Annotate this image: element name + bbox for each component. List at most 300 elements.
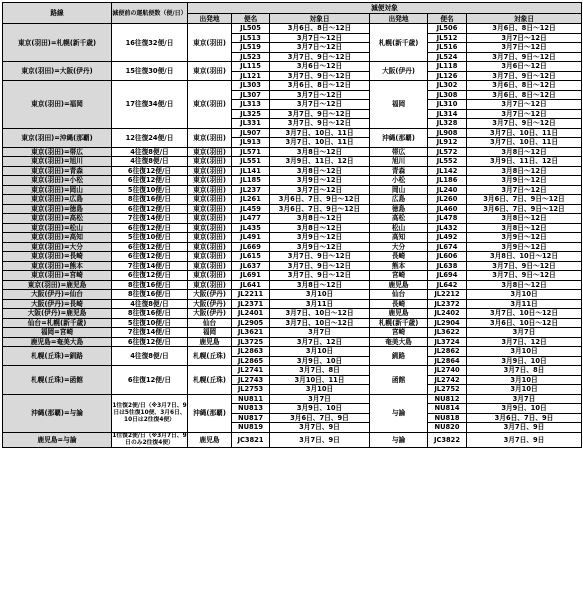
route-cell: 東京(羽田)=熊本 <box>3 261 112 271</box>
return-flight-number: JL126 <box>428 71 467 81</box>
target-dates: 3月10日 <box>270 385 370 395</box>
target-dates: 3月7日 <box>270 394 370 404</box>
origin-cell: 東京(羽田) <box>188 147 232 157</box>
flight-reduction-table <box>2 2 582 448</box>
return-flight-number: JL2740 <box>428 366 467 376</box>
return-origin-cell: 旭川 <box>370 157 428 167</box>
origin-cell: 東京(羽田) <box>188 280 232 290</box>
return-flight-number: NU820 <box>428 423 467 433</box>
table-row <box>3 337 582 347</box>
target-dates: 3月7日～12日 <box>270 185 370 195</box>
route-cell: 東京(羽田)=帯広 <box>3 147 112 157</box>
target-dates: 3月7日、9日～12日 <box>270 252 370 262</box>
route-cell: 東京(羽田)=徳島 <box>3 204 112 214</box>
flight-number: JL2753 <box>232 385 270 395</box>
freq-cell: 7往復14便/日 <box>112 328 188 338</box>
return-origin-cell: 仙台 <box>370 290 428 300</box>
flight-number: JL313 <box>232 100 270 110</box>
freq-cell: 4往復8便/日 <box>112 157 188 167</box>
table-row <box>3 290 582 300</box>
return-origin-cell: 高松 <box>370 214 428 224</box>
flight-number: JL2211 <box>232 290 270 300</box>
target-dates: 3月7日、10日～12日 <box>270 309 370 319</box>
flight-number: JL2863 <box>232 347 270 357</box>
return-flight-number: JL3622 <box>428 328 467 338</box>
flight-number: JL3621 <box>232 328 270 338</box>
route-cell: 鹿児島=奄美大島 <box>3 337 112 347</box>
header-dates-ret: 対象日 <box>467 14 582 24</box>
table-row <box>3 176 582 186</box>
origin-cell: 東京(羽田) <box>188 195 232 205</box>
freq-cell: 8往復16便/日 <box>112 290 188 300</box>
return-flight-number: JL908 <box>428 128 467 138</box>
target-dates: 3月9日、10日 <box>270 356 370 366</box>
freq-cell: 4往復8便/日 <box>112 299 188 309</box>
return-target-dates: 3月8日、10日～12日 <box>467 252 582 262</box>
origin-cell: 大阪(伊丹) <box>188 309 232 319</box>
return-flight-number: JL552 <box>428 157 467 167</box>
flight-number: JL121 <box>232 71 270 81</box>
route-cell: 大阪(伊丹)=長崎 <box>3 299 112 309</box>
freq-cell: 6往復12便/日 <box>112 366 188 395</box>
route-cell: 鹿児島=与論 <box>3 432 112 447</box>
return-flight-number: JL2752 <box>428 385 467 395</box>
return-target-dates: 3月7日、9日～12日 <box>467 119 582 129</box>
return-origin-cell: 長崎 <box>370 299 428 309</box>
table-row <box>3 62 582 72</box>
flight-number: JL637 <box>232 261 270 271</box>
route-cell: 東京(羽田)=高松 <box>3 214 112 224</box>
table-row <box>3 328 582 338</box>
route-cell: 東京(羽田)=宮崎 <box>3 271 112 281</box>
flight-number: JL551 <box>232 157 270 167</box>
return-flight-number: JL142 <box>428 166 467 176</box>
return-target-dates: 3月6日～12日 <box>467 62 582 72</box>
return-flight-number: JL512 <box>428 33 467 43</box>
origin-cell: 札幌(丘珠) <box>188 366 232 395</box>
return-flight-number: JL308 <box>428 90 467 100</box>
table-row <box>3 242 582 252</box>
freq-cell: 8往復16便/日 <box>112 309 188 319</box>
origin-cell: 東京(羽田) <box>188 271 232 281</box>
route-cell: 東京(羽田)=鹿児島 <box>3 280 112 290</box>
flight-number: NU819 <box>232 423 270 433</box>
flight-number: JL459 <box>232 204 270 214</box>
freq-cell: 6往復12便/日 <box>112 166 188 176</box>
freq-cell: 8往復16便/日 <box>112 280 188 290</box>
return-flight-number: JL492 <box>428 233 467 243</box>
target-dates: 3月9日～12日 <box>270 233 370 243</box>
return-target-dates: 3月9日～12日 <box>467 242 582 252</box>
return-flight-number: JL240 <box>428 185 467 195</box>
freq-cell: 5往復10便/日 <box>112 233 188 243</box>
return-target-dates: 3月6日、7日、9日 <box>467 413 582 423</box>
origin-cell: 東京(羽田) <box>188 214 232 224</box>
flight-number: JL641 <box>232 280 270 290</box>
freq-cell: 1往復2便/日（※3月7日、9日のみ2往復4便） <box>112 432 187 446</box>
return-origin-cell: 大阪(伊丹) <box>370 62 428 81</box>
freq-cell: 6往復12便/日 <box>112 242 188 252</box>
table-row <box>3 261 582 271</box>
origin-cell: 東京(羽田) <box>188 185 232 195</box>
return-target-dates: 3月7日、9日～12日 <box>467 261 582 271</box>
return-target-dates: 3月7日～12日 <box>467 33 582 43</box>
return-target-dates: 3月9日、10日 <box>467 404 582 414</box>
return-target-dates: 3月7日、10日、11日 <box>467 128 582 138</box>
return-target-dates: 3月6日、8日～12日 <box>467 81 582 91</box>
return-flight-number: JL2864 <box>428 356 467 366</box>
target-dates: 3月6日、8日～12日 <box>270 81 370 91</box>
flight-number: JL3725 <box>232 337 270 347</box>
freq-cell: 1往復2便/日（※3月7日、9日は5往復10便、3月6日、10日は2往復4便） <box>112 394 188 432</box>
return-target-dates: 3月8日～12日 <box>467 214 582 224</box>
target-dates: 3月7日、10日、11日 <box>270 128 370 138</box>
return-target-dates: 3月10日 <box>467 385 582 395</box>
return-target-dates: 3月7日～12日 <box>467 100 582 110</box>
target-dates: 3月8日～12日 <box>270 214 370 224</box>
return-flight-number: JL674 <box>428 242 467 252</box>
flight-number: JL615 <box>232 252 270 262</box>
return-flight-number: JL260 <box>428 195 467 205</box>
origin-cell: 鹿児島 <box>188 337 232 347</box>
target-dates: 3月6日、7日、9日～12日 <box>270 195 370 205</box>
target-dates: 3月7日～12日 <box>270 100 370 110</box>
return-target-dates: 3月6日、7日、9日～12日 <box>467 195 582 205</box>
table-row <box>3 185 582 195</box>
table-row <box>3 214 582 224</box>
table-row <box>3 271 582 281</box>
header-flight-ret: 便名 <box>428 14 467 24</box>
flight-number: JL519 <box>232 43 270 53</box>
origin-cell: 東京(羽田) <box>188 233 232 243</box>
origin-cell: 東京(羽田) <box>188 128 232 147</box>
flight-number: JL505 <box>232 24 270 34</box>
return-origin-cell: 岡山 <box>370 185 428 195</box>
target-dates: 3月10日、11日 <box>270 375 370 385</box>
table-row <box>3 366 582 376</box>
flight-number: JL523 <box>232 52 270 62</box>
return-origin-cell: 与論 <box>370 432 428 447</box>
return-target-dates: 3月7日、10日～12日 <box>467 309 582 319</box>
flight-number: JL2905 <box>232 318 270 328</box>
route-cell: 東京(羽田)=広島 <box>3 195 112 205</box>
return-flight-number: JL694 <box>428 271 467 281</box>
return-flight-number: JL310 <box>428 100 467 110</box>
return-origin-cell: 帯広 <box>370 147 428 157</box>
flight-number: JL2865 <box>232 356 270 366</box>
origin-cell: 東京(羽田) <box>188 24 232 62</box>
target-dates: 3月7日、9日～12日 <box>270 261 370 271</box>
origin-cell: 鹿児島 <box>188 432 232 447</box>
return-target-dates: 3月10日 <box>467 375 582 385</box>
table-row <box>3 280 582 290</box>
flight-number: JL2741 <box>232 366 270 376</box>
return-flight-number: JL2212 <box>428 290 467 300</box>
table-row <box>3 299 582 309</box>
target-dates: 3月8日～12日 <box>270 223 370 233</box>
route-cell: 東京(羽田)=福岡 <box>3 81 112 129</box>
route-cell: 東京(羽田)=松山 <box>3 223 112 233</box>
return-target-dates: 3月6日、10日～12日 <box>467 318 582 328</box>
freq-cell: 6往復12便/日 <box>112 176 188 186</box>
table-row <box>3 81 582 91</box>
origin-cell: 東京(羽田) <box>188 176 232 186</box>
return-flight-number: JL2904 <box>428 318 467 328</box>
route-cell: 大阪(伊丹)=仙台 <box>3 290 112 300</box>
freq-cell: 16往復32便/日 <box>112 24 188 62</box>
table-row <box>3 24 582 34</box>
target-dates: 3月6日、8日～12日 <box>270 24 370 34</box>
return-target-dates: 3月8日～12日 <box>467 147 582 157</box>
target-dates: 3月10日 <box>270 347 370 357</box>
target-dates: 3月6日、7日、9日 <box>270 413 370 423</box>
origin-cell: 東京(羽田) <box>188 166 232 176</box>
return-flight-number: NU812 <box>428 394 467 404</box>
target-dates: 3月9日～12日 <box>270 176 370 186</box>
return-origin-cell: 広島 <box>370 195 428 205</box>
origin-cell: 東京(羽田) <box>188 261 232 271</box>
return-origin-cell: 与論 <box>370 394 428 432</box>
flight-number: JL115 <box>232 62 270 72</box>
table-row <box>3 223 582 233</box>
return-flight-number: JL2862 <box>428 347 467 357</box>
return-target-dates: 3月9日～12日 <box>467 176 582 186</box>
origin-cell: 札幌(丘珠) <box>188 347 232 366</box>
return-target-dates: 3月9日、10日 <box>467 356 582 366</box>
return-flight-number: JL524 <box>428 52 467 62</box>
table-row <box>3 204 582 214</box>
return-target-dates: 3月6日、7日、9日～12日 <box>467 204 582 214</box>
return-target-dates: 3月7日、9日～12日 <box>467 71 582 81</box>
return-flight-number: JL912 <box>428 138 467 148</box>
flight-number: JL325 <box>232 109 270 119</box>
header-dates-out: 対象日 <box>270 14 370 24</box>
origin-cell: 東京(羽田) <box>188 204 232 214</box>
route-cell: 東京(羽田)=大阪(伊丹) <box>3 62 112 81</box>
return-flight-number: JL642 <box>428 280 467 290</box>
route-cell: 沖縄(那覇)=与論 <box>3 394 112 432</box>
header-target: 減便対象 <box>188 3 582 14</box>
table-body <box>3 24 582 448</box>
return-origin-cell: 徳島 <box>370 204 428 214</box>
return-flight-number: JL572 <box>428 147 467 157</box>
freq-cell: 5往復10便/日 <box>112 185 188 195</box>
return-origin-cell: 鹿児島 <box>370 309 428 319</box>
return-target-dates: 3月8日～12日 <box>467 223 582 233</box>
route-cell: 東京(羽田)=青森 <box>3 166 112 176</box>
route-cell: 東京(羽田)=小松 <box>3 176 112 186</box>
route-cell: 東京(羽田)=大分 <box>3 242 112 252</box>
return-flight-number: JL432 <box>428 223 467 233</box>
freq-cell: 6往復12便/日 <box>112 337 188 347</box>
return-flight-number: JL328 <box>428 119 467 129</box>
route-cell: 札幌(丘珠)=釧路 <box>3 347 112 366</box>
target-dates: 3月7日、9日～12日 <box>270 109 370 119</box>
return-origin-cell: 鹿児島 <box>370 280 428 290</box>
freq-cell: 8往復16便/日 <box>112 195 188 205</box>
route-cell: 東京(羽田)=沖縄(那覇) <box>3 128 112 147</box>
return-target-dates: 3月7日、9日 <box>467 432 582 447</box>
return-origin-cell: 長崎 <box>370 252 428 262</box>
return-flight-number: JL118 <box>428 62 467 72</box>
table-row <box>3 318 582 328</box>
return-flight-number: JL3724 <box>428 337 467 347</box>
return-target-dates: 3月7日 <box>467 394 582 404</box>
target-dates: 3月6日、7日、9日～12日 <box>270 204 370 214</box>
return-target-dates: 3月10日 <box>467 290 582 300</box>
flight-number: JL669 <box>232 242 270 252</box>
return-flight-number: JC3822 <box>428 432 467 447</box>
return-origin-cell: 福岡 <box>370 81 428 129</box>
flight-number: JL2371 <box>232 299 270 309</box>
target-dates: 3月8日～12日 <box>270 147 370 157</box>
header-freq: 減便前の運航便数（便/日） <box>112 3 188 24</box>
return-target-dates: 3月11日 <box>467 299 582 309</box>
table-row <box>3 233 582 243</box>
return-origin-cell: 札幌(新千歳) <box>370 318 428 328</box>
table-row <box>3 347 582 357</box>
route-cell: 仙台=札幌(新千歳) <box>3 318 112 328</box>
table-row <box>3 252 582 262</box>
route-cell: 東京(羽田)=旭川 <box>3 157 112 167</box>
flight-number: JL237 <box>232 185 270 195</box>
table-row <box>3 157 582 167</box>
target-dates: 3月10日 <box>270 290 370 300</box>
target-dates: 3月7日、9日～12日 <box>270 52 370 62</box>
freq-cell: 6往復12便/日 <box>112 271 188 281</box>
return-origin-cell: 宮崎 <box>370 328 428 338</box>
return-origin-cell: 青森 <box>370 166 428 176</box>
return-origin-cell: 高知 <box>370 233 428 243</box>
freq-cell: 7往復14便/日 <box>112 214 188 224</box>
return-flight-number: JL2402 <box>428 309 467 319</box>
target-dates: 3月7日、10日～12日 <box>270 318 370 328</box>
table-row <box>3 432 582 447</box>
target-dates: 3月7日～12日 <box>270 43 370 53</box>
return-target-dates: 3月8日～12日 <box>467 166 582 176</box>
freq-cell: 15往復30便/日 <box>112 62 188 81</box>
flight-number: JL303 <box>232 81 270 91</box>
target-dates: 3月7日、10日、11日 <box>270 138 370 148</box>
origin-cell: 東京(羽田) <box>188 242 232 252</box>
origin-cell: 東京(羽田) <box>188 81 232 129</box>
return-origin-cell: 小松 <box>370 176 428 186</box>
return-flight-number: JL460 <box>428 204 467 214</box>
return-flight-number: NU814 <box>428 404 467 414</box>
route-cell: 東京(羽田)=長崎 <box>3 252 112 262</box>
freq-cell: 12往復24便/日 <box>112 128 188 147</box>
flight-number: JL2401 <box>232 309 270 319</box>
table-row <box>3 147 582 157</box>
return-flight-number: JL638 <box>428 261 467 271</box>
origin-cell: 東京(羽田) <box>188 223 232 233</box>
table-row <box>3 166 582 176</box>
target-dates: 3月7日、12日 <box>270 337 370 347</box>
flight-number: JL331 <box>232 119 270 129</box>
return-target-dates: 3月7日、10日、11日 <box>467 138 582 148</box>
return-target-dates: 3月7日、12日 <box>467 337 582 347</box>
freq-cell: 7往復14便/日 <box>112 261 188 271</box>
flight-number: JL907 <box>232 128 270 138</box>
table-row <box>3 309 582 319</box>
return-origin-cell: 函館 <box>370 366 428 395</box>
return-target-dates: 3月7日 <box>467 328 582 338</box>
target-dates: 3月7日、8日 <box>270 366 370 376</box>
return-target-dates: 3月10日 <box>467 347 582 357</box>
return-origin-cell: 奄美大島 <box>370 337 428 347</box>
flight-number: JL477 <box>232 214 270 224</box>
target-dates: 3月8日～12日 <box>270 280 370 290</box>
return-target-dates: 3月7日～12日 <box>467 43 582 53</box>
target-dates: 3月6日～12日 <box>270 62 370 72</box>
return-flight-number: JL186 <box>428 176 467 186</box>
origin-cell: 東京(羽田) <box>188 252 232 262</box>
return-origin-cell: 松山 <box>370 223 428 233</box>
table-row <box>3 195 582 205</box>
flight-number: JL491 <box>232 233 270 243</box>
target-dates: 3月7日～12日 <box>270 90 370 100</box>
return-origin-cell: 熊本 <box>370 261 428 271</box>
return-target-dates: 3月7日、9日～12日 <box>467 271 582 281</box>
origin-cell: 東京(羽田) <box>188 62 232 81</box>
header-flight-out: 便名 <box>232 14 270 24</box>
flight-number: JL307 <box>232 90 270 100</box>
return-target-dates: 3月6日、8日～12日 <box>467 24 582 34</box>
origin-cell: 沖縄(那覇) <box>188 394 232 432</box>
flight-number: NU813 <box>232 404 270 414</box>
return-flight-number: NU818 <box>428 413 467 423</box>
return-target-dates: 3月7日、9日 <box>467 423 582 433</box>
origin-cell: 大阪(伊丹) <box>188 299 232 309</box>
flight-number: JL185 <box>232 176 270 186</box>
origin-cell: 大阪(伊丹) <box>188 290 232 300</box>
target-dates: 3月7日、9日～12日 <box>270 119 370 129</box>
return-origin-cell: 大分 <box>370 242 428 252</box>
header-origin-out: 出発地 <box>188 14 232 24</box>
freq-cell: 6往復12便/日 <box>112 252 188 262</box>
route-cell: 福岡=宮崎 <box>3 328 112 338</box>
flight-number: JL913 <box>232 138 270 148</box>
return-flight-number: JL516 <box>428 43 467 53</box>
origin-cell: 仙台 <box>188 318 232 328</box>
origin-cell: 東京(羽田) <box>188 157 232 167</box>
target-dates: 3月9日、10日 <box>270 404 370 414</box>
route-cell: 東京(羽田)=高知 <box>3 233 112 243</box>
return-target-dates: 3月7日～12日 <box>467 109 582 119</box>
table-row <box>3 394 582 404</box>
flight-number: NU817 <box>232 413 270 423</box>
return-target-dates: 3月9日、11日、12日 <box>467 157 582 167</box>
freq-cell: 4往復8便/日 <box>112 147 188 157</box>
target-dates: 3月11日 <box>270 299 370 309</box>
target-dates: 3月7日、9日～12日 <box>270 271 370 281</box>
return-origin-cell: 釧路 <box>370 347 428 366</box>
flight-number: JL435 <box>232 223 270 233</box>
return-flight-number: JL302 <box>428 81 467 91</box>
flight-number: JL261 <box>232 195 270 205</box>
flight-number: JC3821 <box>232 432 270 447</box>
return-target-dates: 3月7日～12日 <box>467 185 582 195</box>
target-dates: 3月7日、9日～12日 <box>270 71 370 81</box>
target-dates: 3月7日、9日 <box>270 423 370 433</box>
target-dates: 3月7日～12日 <box>270 33 370 43</box>
route-cell: 東京(羽田)=岡山 <box>3 185 112 195</box>
return-origin-cell: 札幌(新千歳) <box>370 24 428 62</box>
target-dates: 3月7日 <box>270 328 370 338</box>
return-flight-number: JL606 <box>428 252 467 262</box>
target-dates: 3月7日、9日 <box>270 432 370 447</box>
target-dates: 3月9日、11日、12日 <box>270 157 370 167</box>
